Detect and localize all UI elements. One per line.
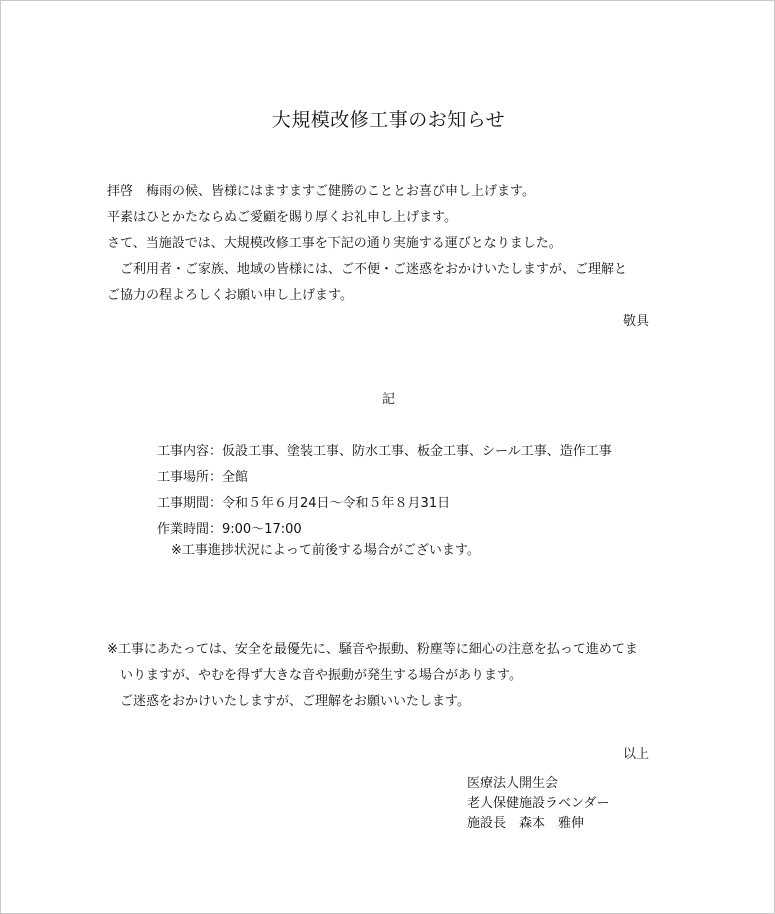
detail-period: 工事期間：令和５年６月24日～令和５年８月31日 — [157, 496, 451, 511]
notice-line-1: ※工事にあたっては、安全を最優先に、騒音や振動、粉塵等に細心の注意を払って進めてま — [107, 642, 638, 657]
detail-location: 工事場所：全館 — [157, 470, 249, 485]
signature-corporation: 医療法人開生会 — [467, 776, 559, 791]
detail-hours-note: ※工事進捗状況によって前後する場合がございます。 — [171, 543, 480, 558]
ki-heading: 記 — [381, 392, 395, 407]
detail-hours: 作業時間：9:00～17:00 — [157, 522, 302, 537]
greeting-line-2: 平素はひとかたならぬご愛顧を賜り厚くお礼申し上げます。 — [107, 210, 457, 225]
greeting-line-3: さて、当施設では、大規模改修工事を下記の通り実施する運びとなりました。 — [107, 236, 562, 251]
detail-content: 工事内容：仮設工事、塗装工事、防水工事、板金工事、シール工事、造作工事 — [157, 444, 612, 459]
closing-keigu: 敬具 — [622, 314, 649, 329]
notice-line-3: ご迷惑をおかけいたしますが、ご理解をお願いいたします。 — [107, 694, 470, 709]
greeting-line-5: ご協力の程よろしくお願い申し上げます。 — [107, 288, 353, 303]
signature-director: 施設長 森本 雅伸 — [467, 816, 585, 831]
document-title: 大規模改修工事のお知らせ — [271, 109, 506, 131]
closing-ijo: 以上 — [622, 747, 649, 762]
greeting-line-1: 拝啓 梅雨の候、皆様にはますますご健勝のこととお喜び申し上げます。 — [107, 184, 535, 199]
notice-line-2: いりますが、やむを得ず大きな音や振動が発生する場合があります。 — [107, 668, 522, 683]
signature-facility: 老人保健施設ラベンダー — [467, 796, 610, 811]
greeting-line-4: ご利用者・ご家族、地域の皆様には、ご不便・ご迷惑をおかけいたしますが、ご理解と — [107, 262, 628, 277]
